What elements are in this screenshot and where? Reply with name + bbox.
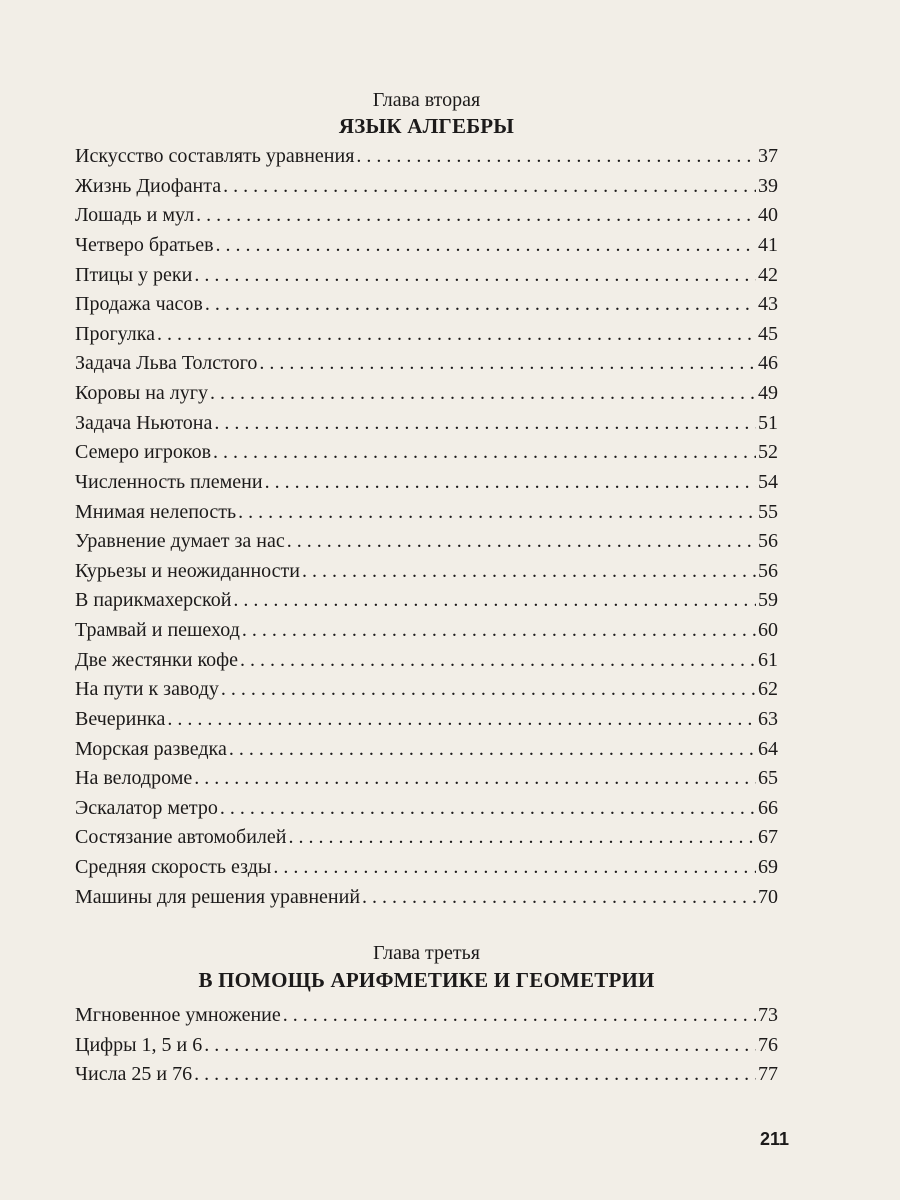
chapter-3-title: В ПОМОЩЬ АРИФМЕТИКЕ И ГЕОМЕТРИИ (198, 968, 655, 992)
entry-page: 77 (758, 1063, 778, 1086)
leader-dots (288, 823, 756, 853)
entry-page: 69 (758, 856, 778, 878)
toc-entry (75, 705, 778, 735)
entry-title: Продажа часов (75, 293, 203, 316)
entry-page: 56 (758, 559, 778, 582)
toc-entry (75, 1031, 778, 1061)
leader-dots (265, 468, 756, 498)
toc-entry (75, 231, 778, 261)
entry-page: 43 (758, 293, 778, 316)
entry-page: 40 (758, 204, 778, 227)
entry-page: 67 (758, 826, 778, 849)
toc-entry (75, 438, 778, 468)
entry-page: 55 (758, 500, 778, 523)
entry-page: 59 (758, 589, 778, 612)
leader-dots (216, 231, 756, 261)
toc-entry (75, 735, 778, 765)
entry-page: 61 (758, 648, 778, 671)
chapter-2-label: Глава вторая (372, 89, 481, 111)
entry-title: Искусство составлять уравнения (75, 145, 355, 167)
toc-entry (75, 853, 778, 883)
entry-page: 42 (758, 263, 778, 286)
entry-title: Морская разведка (75, 737, 227, 760)
entry-page: 45 (758, 322, 778, 345)
entry-title: Задача Ньютона (75, 411, 213, 434)
entry-page: 54 (758, 470, 778, 493)
entry-title: В парикмахерской (75, 589, 232, 612)
entry-page: 65 (758, 767, 778, 790)
entry-title: Коровы на лугу (75, 382, 208, 404)
leader-dots (302, 557, 756, 587)
entry-title: Машины для решения уравнений (75, 885, 361, 908)
entry-title: Мгновенное умножение (75, 1004, 281, 1026)
entry-page: 37 (758, 145, 778, 167)
entry-title: Птицы у реки (75, 263, 193, 286)
entry-title: Цифры 1, 5 и 6 (75, 1033, 203, 1056)
entry-title: Мнимая нелепость (75, 500, 237, 523)
entry-page: 66 (758, 796, 778, 819)
entry-page: 70 (758, 885, 778, 908)
entry-title: Жизнь Диофанта (75, 174, 222, 197)
leader-dots (194, 1060, 756, 1090)
entry-title: Численность племени (75, 470, 263, 493)
entry-title: Лошадь и мул (75, 204, 195, 227)
leader-dots (194, 764, 756, 794)
leader-dots (259, 349, 756, 379)
toc-entry (75, 764, 778, 794)
leader-dots (204, 1031, 756, 1061)
chapter-2-toc (75, 142, 778, 912)
entry-title: Эскалатор метро (75, 796, 218, 819)
entry-title: Средняя скорость езды (75, 856, 272, 878)
entry-page: 51 (758, 411, 778, 434)
toc-entry (75, 557, 778, 587)
entry-title: Курьезы и неожиданности (75, 559, 300, 582)
toc-entry (75, 261, 778, 291)
chapter-2-title: ЯЗЫК АЛГЕБРЫ (338, 114, 515, 138)
toc-entry (75, 468, 778, 498)
entry-page: 63 (758, 707, 778, 730)
toc-entry (75, 586, 778, 616)
entry-page: 62 (758, 678, 778, 701)
toc-entry (75, 675, 778, 705)
leader-dots (240, 646, 756, 676)
leader-dots (194, 261, 756, 291)
leader-dots (356, 142, 756, 172)
leader-dots (283, 1001, 756, 1031)
leader-dots (233, 586, 756, 616)
entry-title: Уравнение думает за нас (75, 530, 285, 553)
entry-page: 41 (758, 233, 778, 256)
leader-dots (242, 616, 756, 646)
toc-entry (75, 646, 778, 676)
toc-entry (75, 823, 778, 853)
toc-entry (75, 1060, 778, 1090)
entry-title: Семеро игроков (75, 441, 212, 464)
toc-entry (75, 201, 778, 231)
leader-dots (220, 794, 756, 824)
leader-dots (157, 320, 756, 350)
toc-entry (75, 142, 778, 172)
leader-dots (229, 735, 756, 765)
chapter-3-label: Глава третья (373, 942, 480, 964)
entry-title: Состязание автомобилей (75, 826, 287, 849)
toc-entry (75, 527, 778, 557)
toc-entry (75, 320, 778, 350)
entry-page: 49 (758, 382, 778, 404)
toc-entry (75, 794, 778, 824)
entry-page: 60 (758, 619, 778, 641)
entry-page: 52 (758, 441, 778, 464)
toc-entry (75, 1001, 778, 1031)
leader-dots (205, 290, 756, 320)
leader-dots (196, 201, 756, 231)
leader-dots (167, 705, 756, 735)
entry-page: 64 (758, 737, 778, 760)
toc-entry (75, 498, 778, 528)
leader-dots (287, 527, 756, 557)
leader-dots (223, 172, 756, 202)
entry-title: На велодроме (75, 767, 193, 790)
entry-title: Четверо братьев (75, 233, 214, 256)
leader-dots (210, 379, 756, 409)
toc-entry (75, 883, 778, 913)
leader-dots (221, 675, 756, 705)
entry-page: 46 (758, 352, 778, 375)
leader-dots (362, 883, 756, 913)
leader-dots (273, 853, 756, 883)
entry-title: Числа 25 и 76 (75, 1063, 193, 1086)
entry-page: 73 (758, 1004, 778, 1026)
leader-dots (238, 498, 756, 528)
entry-title: Две жестянки кофе (75, 648, 238, 671)
toc-entry (75, 172, 778, 202)
entry-page: 56 (758, 530, 778, 553)
toc-entry (75, 290, 778, 320)
leader-dots (214, 409, 756, 439)
entry-title: На пути к заводу (75, 678, 219, 701)
chapter-3-toc (75, 1001, 778, 1090)
entry-page: 39 (758, 174, 778, 197)
toc-entry (75, 349, 778, 379)
page-number: 211 (760, 1129, 790, 1149)
entry-title: Трамвай и пешеход (75, 619, 240, 641)
toc-entry (75, 409, 778, 439)
toc-entry (75, 616, 778, 646)
entry-title: Задача Льва Толстого (75, 352, 258, 375)
toc-entry (75, 379, 778, 409)
leader-dots (213, 438, 756, 468)
entry-title: Прогулка (75, 322, 156, 345)
entry-title: Вечеринка (75, 707, 166, 730)
entry-page: 76 (758, 1033, 778, 1056)
